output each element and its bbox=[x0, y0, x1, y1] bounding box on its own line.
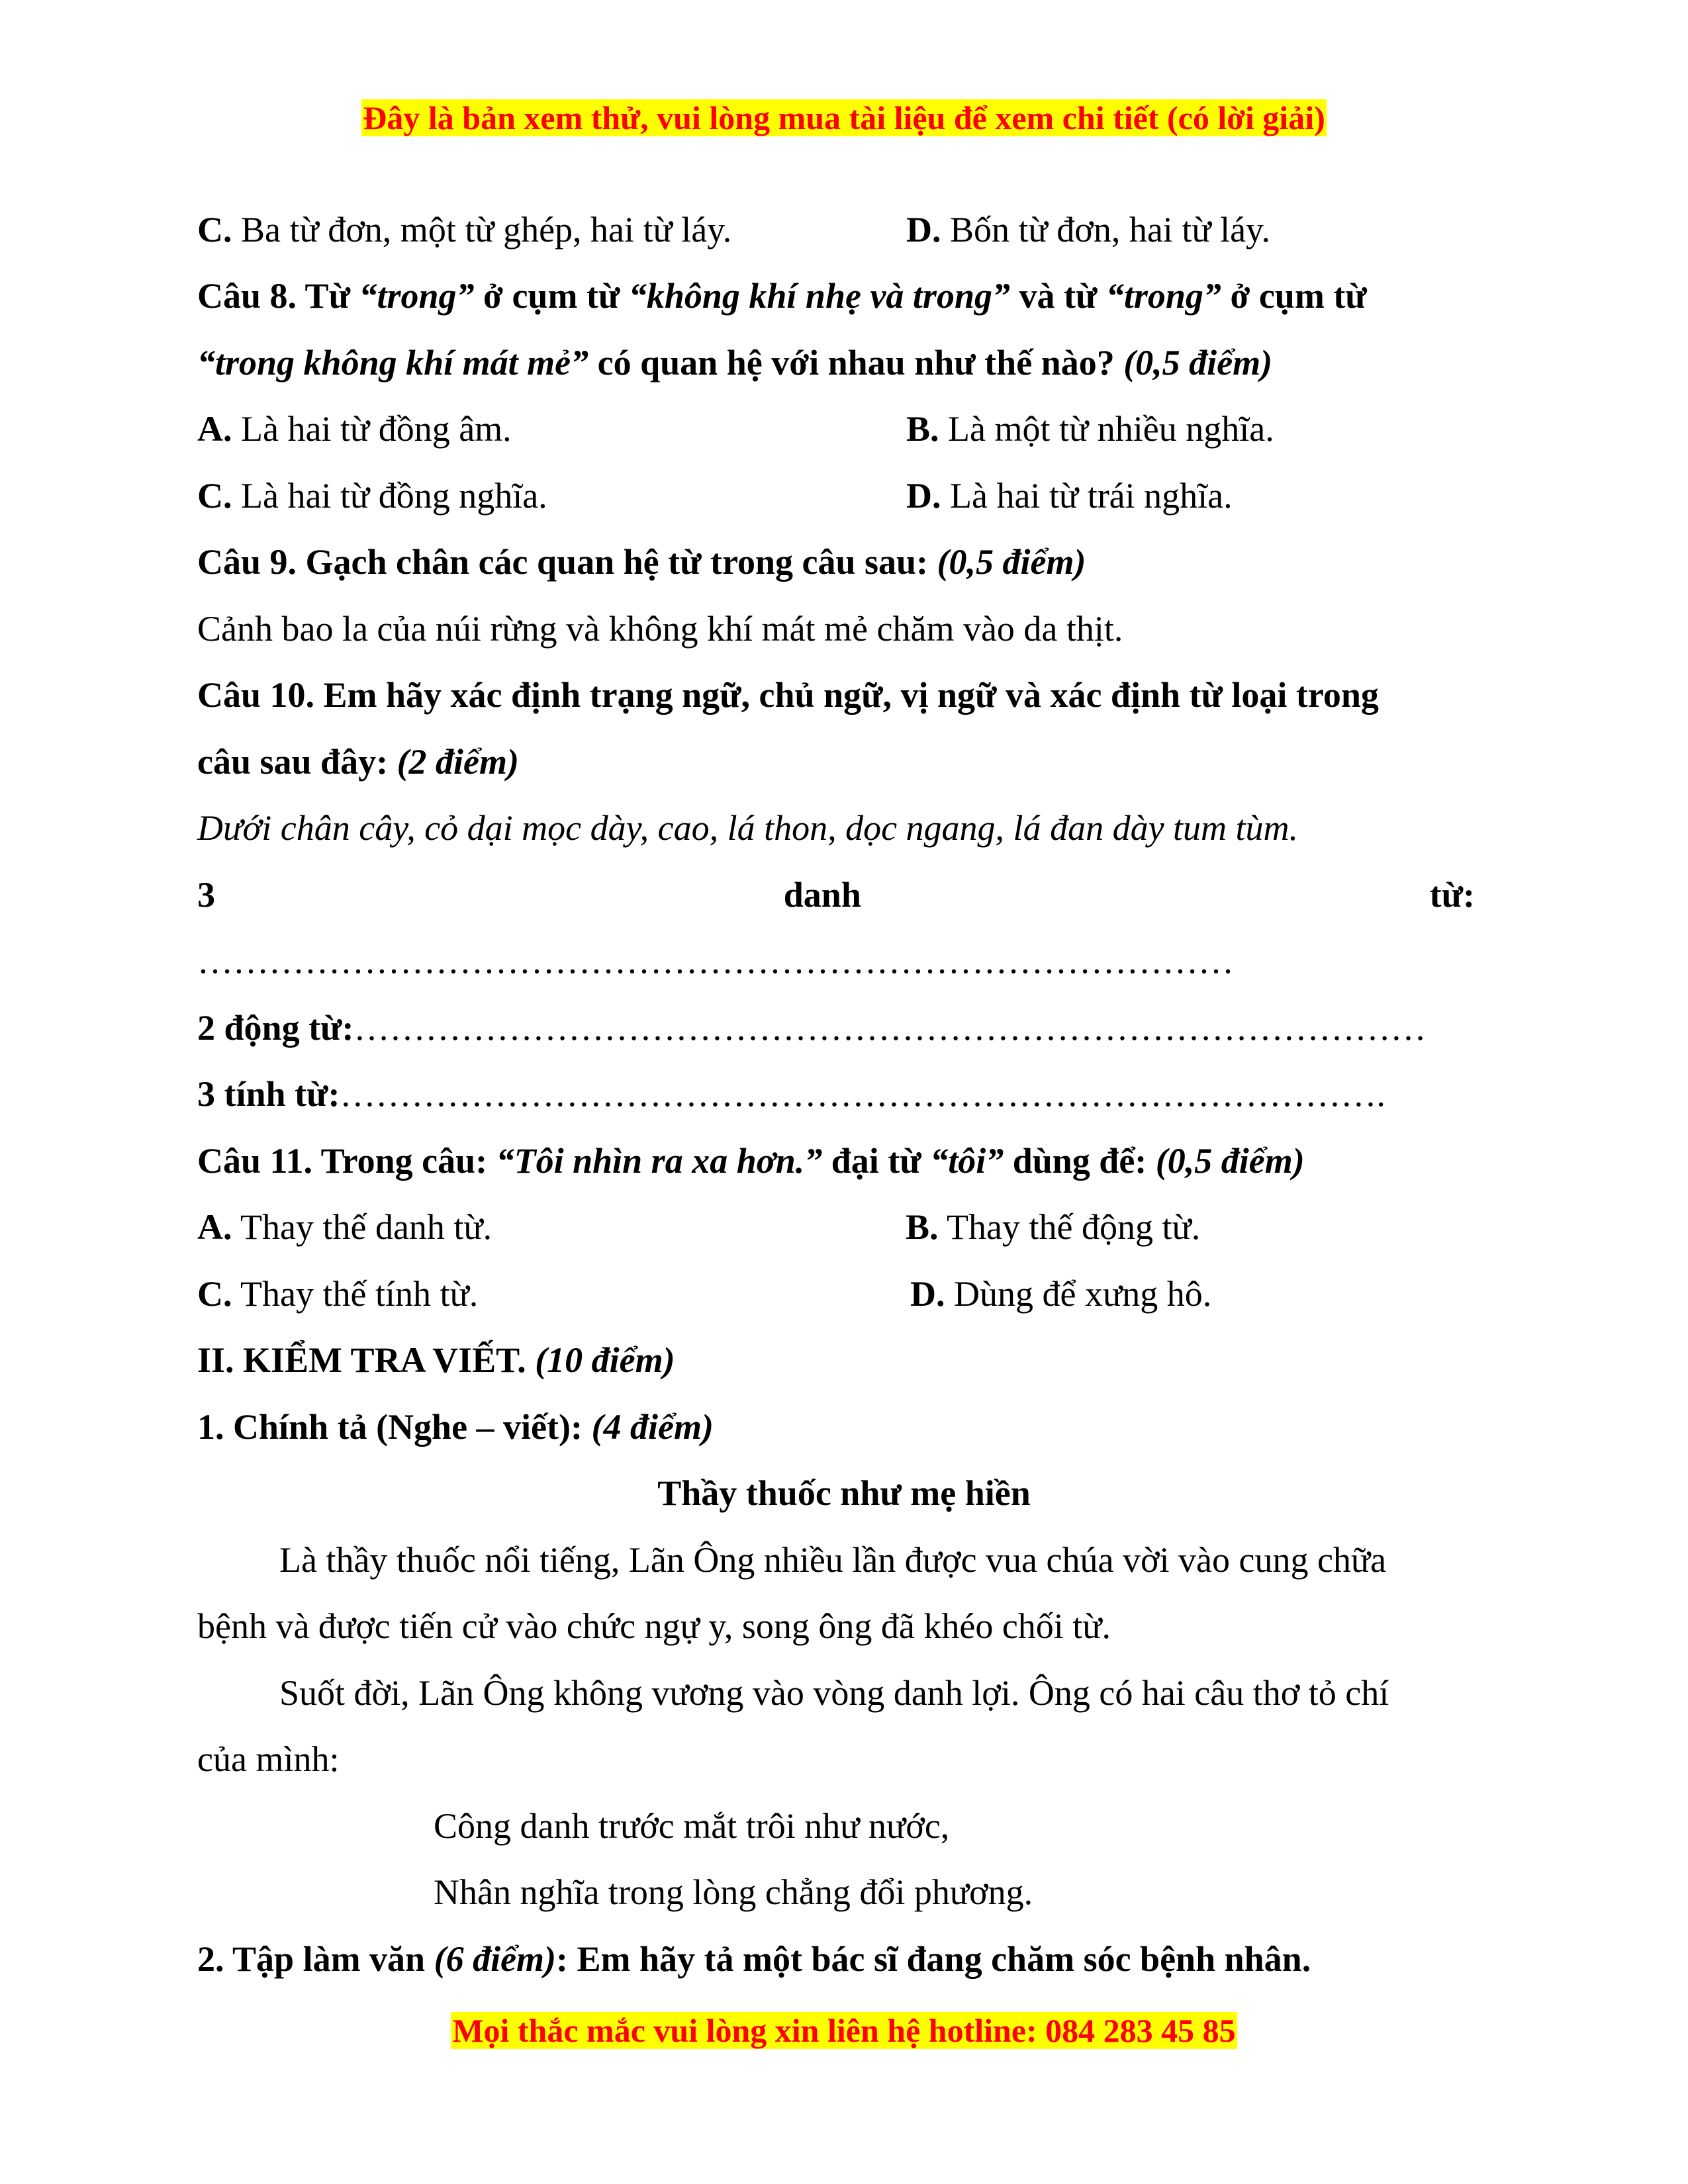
dictation-para1-line2: bệnh và được tiến cử vào chức ngự y, song ông đã khéo chối từ. bbox=[197, 1606, 1111, 1646]
q10-adjs-row bbox=[197, 1061, 1385, 1127]
q8-option-b bbox=[906, 396, 1274, 462]
q8-text: ở cụm từ bbox=[1221, 276, 1367, 316]
q7-option-d bbox=[906, 197, 1270, 263]
section-heading-text: II. KIỂM TRA VIẾT. bbox=[197, 1340, 536, 1380]
q8-prompt-line1 bbox=[197, 263, 1367, 329]
essay-points: (6 điểm) bbox=[434, 1939, 557, 1979]
preview-notice-banner bbox=[0, 99, 1688, 137]
option-label: B. bbox=[906, 1207, 939, 1247]
q8-text: Câu 8. Từ bbox=[197, 276, 359, 316]
option-label: A. bbox=[197, 1207, 232, 1247]
option-text: Là một từ nhiều nghĩa. bbox=[939, 409, 1274, 449]
q11-quote: “Tôi nhìn ra xa hơn.” bbox=[496, 1141, 823, 1181]
q8-points: (0,5 điểm) bbox=[1123, 343, 1273, 383]
q8-quote: “không khí nhẹ và trong” bbox=[628, 276, 1010, 316]
q10-nouns-label bbox=[197, 862, 1475, 928]
hotline-notice-banner bbox=[0, 2012, 1688, 2050]
q8-quote: “trong không khí mát mẻ” bbox=[197, 343, 589, 383]
option-label: C. bbox=[197, 1274, 232, 1314]
q11-option-c bbox=[197, 1261, 478, 1327]
section-points: (10 điểm) bbox=[535, 1340, 675, 1380]
nouns-label-word: từ: bbox=[1429, 875, 1475, 915]
q11-option-b bbox=[906, 1194, 1200, 1260]
option-text: Dùng để xưng hô. bbox=[945, 1274, 1212, 1314]
q8-option-a bbox=[197, 396, 512, 462]
dictation-para1-line1: Là thầy thuốc nổi tiếng, Lãn Ông nhiều lần được vua chúa vời vào cung chữa bbox=[279, 1540, 1387, 1580]
option-label: C. bbox=[197, 210, 232, 250]
q8-text: có quan hệ với nhau như thế nào? bbox=[588, 343, 1124, 383]
q10-text: câu sau đây: bbox=[197, 742, 397, 782]
option-text: Là hai từ đồng nghĩa. bbox=[232, 476, 547, 516]
option-label: A. bbox=[197, 409, 232, 449]
q10-prompt-line1: Câu 10. Em hãy xác định trạng ngữ, chủ ngữ, vị ngữ và xác định từ loại trong bbox=[197, 675, 1379, 715]
q9-prompt bbox=[197, 529, 1086, 595]
q7-option-c bbox=[197, 197, 731, 263]
hotline-notice-text: Mọi thắc mắc vui lòng xin liên hệ hotline: 084 283 45 85 bbox=[452, 2012, 1236, 2049]
option-text: Thay thế động từ. bbox=[938, 1207, 1201, 1247]
dictation-points: (4 điểm) bbox=[591, 1407, 714, 1447]
option-label: D. bbox=[906, 476, 941, 516]
option-text: Là hai từ đồng âm. bbox=[232, 409, 512, 449]
q11-points: (0,5 điểm) bbox=[1155, 1141, 1305, 1181]
option-label: D. bbox=[910, 1274, 945, 1314]
q10-verbs-row bbox=[197, 995, 1426, 1061]
q11-prompt bbox=[197, 1128, 1305, 1194]
q8-prompt-line2 bbox=[197, 330, 1272, 396]
q9-points: (0,5 điểm) bbox=[937, 542, 1086, 582]
q11-quote: “tôi” bbox=[930, 1141, 1004, 1181]
option-label: C. bbox=[197, 476, 232, 516]
preview-notice-text: Đây là bản xem thử, vui lòng mua tài liệu để xem chi tiết (có lời giải) bbox=[363, 99, 1325, 136]
q8-option-c bbox=[197, 463, 547, 529]
essay-prompt-text: : Em hãy tả một bác sĩ đang chăm sóc bệnh nhân. bbox=[556, 1939, 1311, 1979]
dictation-heading bbox=[197, 1394, 714, 1460]
q10-sentence: Dưới chân cây, cỏ dại mọc dày, cao, lá thon, dọc ngang, lá đan dày tum tùm. bbox=[197, 808, 1299, 848]
q9-text: Câu 9. Gạch chân các quan hệ từ trong câu sau: bbox=[197, 542, 937, 582]
option-text: Thay thế tính từ. bbox=[232, 1274, 479, 1314]
q11-option-a bbox=[197, 1194, 492, 1260]
option-text: Bốn từ đơn, hai từ láy. bbox=[941, 210, 1271, 250]
q8-quote: “trong” bbox=[1105, 276, 1221, 316]
essay-heading: 2. Tập làm văn bbox=[197, 1939, 434, 1979]
nouns-label-word: 3 bbox=[197, 875, 215, 915]
option-text: Thay thế danh từ. bbox=[232, 1207, 492, 1247]
option-label: D. bbox=[906, 210, 941, 250]
q8-option-d bbox=[906, 463, 1233, 529]
option-text: Ba từ đơn, một từ ghép, hai từ láy. bbox=[232, 210, 732, 250]
q8-text: và từ bbox=[1009, 276, 1106, 316]
adjs-label: 3 tính từ: bbox=[197, 1074, 340, 1114]
dictation-para2-line1: Suốt đời, Lãn Ông không vương vào vòng danh lợi. Ông có hai câu thơ tỏ chí bbox=[279, 1673, 1389, 1713]
q11-text: Câu 11. Trong câu: bbox=[197, 1141, 496, 1181]
option-text: Là hai từ trái nghĩa. bbox=[941, 476, 1233, 516]
q8-quote: “trong” bbox=[359, 276, 475, 316]
q11-text: đại từ bbox=[822, 1141, 931, 1181]
q8-text: ở cụm từ bbox=[474, 276, 629, 316]
verbs-answer-field[interactable]: ……………………………………………………………………………… bbox=[353, 1008, 1427, 1048]
dictation-para2-line2: của mình: bbox=[197, 1739, 340, 1779]
poem-line: Nhân nghĩa trong lòng chẳng đổi phương. bbox=[434, 1872, 1033, 1912]
dictation-heading-text: 1. Chính tả (Nghe – viết): bbox=[197, 1407, 592, 1447]
verbs-label: 2 động từ: bbox=[197, 1008, 354, 1048]
q11-option-d bbox=[910, 1261, 1211, 1327]
option-label: B. bbox=[906, 409, 939, 449]
q11-text: dùng để: bbox=[1004, 1141, 1156, 1181]
q9-sentence: Cảnh bao la của núi rừng và không khí mát mẻ chăm vào da thịt. bbox=[197, 609, 1123, 649]
nouns-answer-field[interactable]: …………………………………………………………………………… bbox=[197, 941, 1234, 981]
q10-prompt-line2 bbox=[197, 729, 519, 795]
essay-prompt bbox=[197, 1926, 1311, 1992]
poem-line: Công danh trước mắt trôi như nước, bbox=[434, 1806, 950, 1846]
dictation-title: Thầy thuốc như mẹ hiền bbox=[657, 1473, 1031, 1513]
section2-heading bbox=[197, 1327, 675, 1393]
adjs-answer-field[interactable]: ……………………………………………………………………………. bbox=[340, 1074, 1385, 1114]
nouns-label-word: danh bbox=[783, 875, 861, 915]
q10-points: (2 điểm) bbox=[397, 742, 520, 782]
